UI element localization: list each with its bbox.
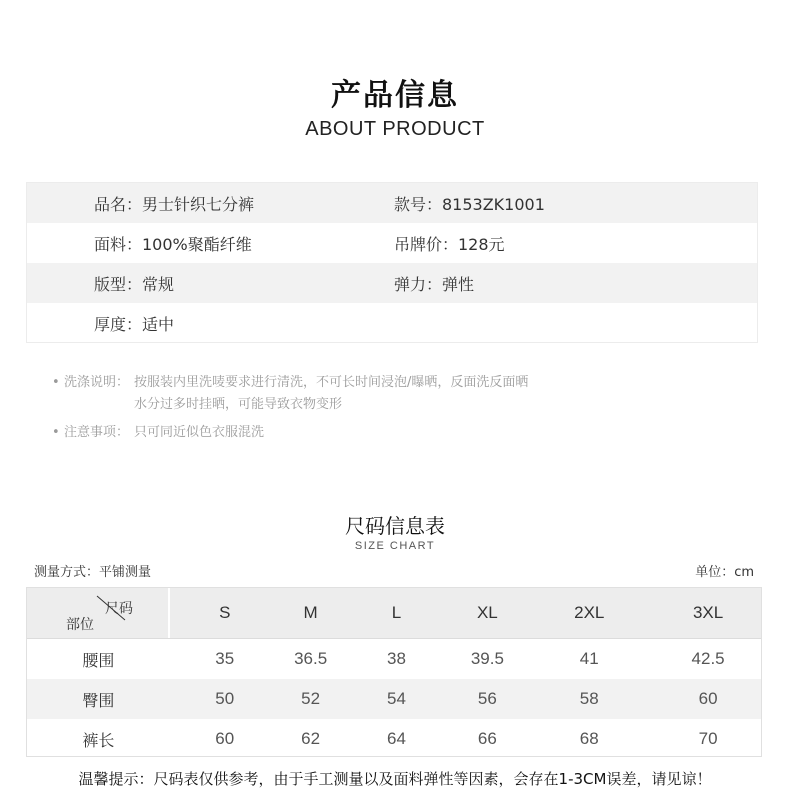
table-row bbox=[27, 679, 761, 719]
row-label: 腰围 bbox=[82, 650, 115, 670]
info-row bbox=[27, 223, 757, 263]
size-header: L bbox=[391, 603, 402, 622]
note-label: 洗涤说明： bbox=[64, 375, 130, 390]
note-text: 只可同近似色衣服混洗 bbox=[134, 425, 265, 440]
size-chart-subtitle: SIZE CHART bbox=[354, 540, 436, 552]
product-info-title: 产品信息 bbox=[331, 78, 459, 113]
table-corner bbox=[27, 588, 170, 638]
row-label: 裤长 bbox=[82, 730, 115, 750]
corner-size-label: 尺码 bbox=[105, 601, 133, 617]
size-header: M bbox=[303, 603, 318, 622]
info-cell: 厚度：适中 bbox=[94, 314, 175, 334]
care-notes bbox=[52, 372, 528, 444]
table-cell: 52 bbox=[301, 689, 321, 708]
table-cell: 60 bbox=[698, 689, 718, 708]
table-cell: 62 bbox=[301, 729, 321, 748]
table-cell: 58 bbox=[579, 689, 599, 708]
info-cell: 弹力：弹性 bbox=[394, 274, 475, 294]
info-row bbox=[27, 183, 757, 223]
diagonal-divider-icon bbox=[27, 588, 170, 638]
footer-tip: 温馨提示：尺码表仅供参考，由于手工测量以及面料弹性等因素，会存在1-3CM误差，请见谅！ bbox=[78, 770, 712, 788]
size-chart-title: 尺码信息表 bbox=[345, 514, 445, 538]
info-cell: 面料：100%聚酯纤维 bbox=[94, 234, 252, 254]
info-row bbox=[27, 303, 757, 343]
table-cell: 39.5 bbox=[470, 649, 504, 668]
table-cell: 35 bbox=[215, 649, 235, 668]
table-cell: 68 bbox=[579, 729, 599, 748]
size-header: 2XL bbox=[574, 603, 605, 622]
table-row bbox=[27, 719, 761, 759]
table-cell: 42.5 bbox=[691, 649, 725, 668]
unit-label: 单位：cm bbox=[695, 565, 754, 580]
table-cell: 66 bbox=[477, 729, 497, 748]
bullet-icon: • bbox=[52, 425, 60, 440]
info-row bbox=[27, 263, 757, 303]
product-info-subtitle: ABOUT PRODUCT bbox=[305, 118, 485, 140]
size-header-row bbox=[27, 588, 761, 639]
table-cell: 60 bbox=[215, 729, 235, 748]
bullet-icon: • bbox=[52, 375, 60, 390]
table-cell: 38 bbox=[387, 649, 406, 668]
table-cell: 50 bbox=[215, 689, 235, 708]
note-label: 注意事项： bbox=[64, 425, 130, 440]
product-info-table bbox=[26, 182, 758, 343]
size-header: 3XL bbox=[692, 603, 724, 622]
table-cell: 54 bbox=[387, 689, 406, 708]
table-row bbox=[27, 639, 761, 679]
info-cell: 品名：男士针织七分裤 bbox=[94, 194, 255, 214]
measure-method: 测量方式：平铺测量 bbox=[34, 565, 152, 580]
info-cell: 款号：8153ZK1001 bbox=[394, 194, 545, 214]
size-header: S bbox=[219, 603, 231, 622]
table-cell: 36.5 bbox=[294, 649, 328, 668]
info-cell: 吊牌价：128元 bbox=[394, 234, 505, 254]
corner-part-label: 部位 bbox=[66, 617, 94, 633]
size-table bbox=[26, 587, 762, 757]
info-cell: 版型：常规 bbox=[94, 274, 175, 294]
table-cell: 70 bbox=[698, 729, 718, 748]
note-text: 水分过多时挂晒，可能导致衣物变形 bbox=[134, 397, 343, 412]
note-item bbox=[52, 372, 528, 416]
row-label: 臀围 bbox=[82, 690, 115, 710]
table-cell: 64 bbox=[387, 729, 406, 748]
note-text: 按服装内里洗唛要求进行清洗，不可长时间浸泡/曝晒，反面洗反面晒 bbox=[134, 375, 529, 390]
note-item bbox=[52, 422, 528, 444]
table-cell: 56 bbox=[477, 689, 497, 708]
table-cell: 41 bbox=[579, 649, 599, 668]
size-header: XL bbox=[476, 603, 498, 622]
